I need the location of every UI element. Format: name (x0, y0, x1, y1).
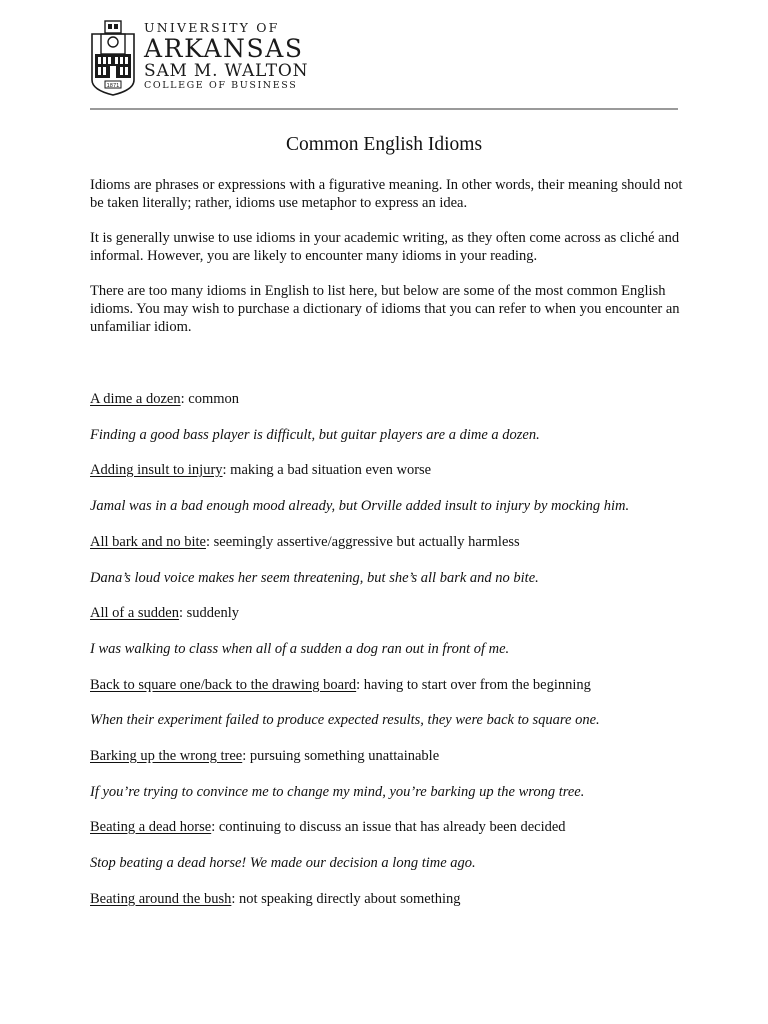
idiom-meaning: : having to start over from the beginning (356, 677, 591, 693)
idiom-meaning: : seemingly assertive/aggressive but actually harmless (205, 534, 520, 550)
idiom-meaning: : common (180, 391, 240, 407)
header (90, 18, 680, 98)
idiom-definition (90, 604, 690, 622)
idiom-term: Barking up the wrong tree (90, 748, 243, 764)
old-main-building-icon (90, 20, 136, 96)
svg-text:1871: 1871 (106, 83, 120, 89)
header-divider (90, 108, 678, 110)
idiom-example: Finding a good bass player is difficult, but guitar players are a dime a dozen. (90, 427, 540, 443)
idiom-definition (90, 676, 690, 694)
university-wordmark (144, 22, 308, 90)
idiom-example: I was walking to class when all of a sudden a dog ran out in front of me. (90, 641, 510, 657)
page-title: Common English Idioms (285, 134, 483, 155)
intro-paragraph: There are too many idioms in English to list here, but below are some of the most common English idioms. You may wish to purchase a dictionary of idioms that you can refer to when you encounter an unfamiliar idiom. (90, 283, 680, 335)
idiom-definition (90, 461, 690, 479)
idiom-meaning: : continuing to discuss an issue that has already been decided (211, 819, 566, 835)
idiom-definition (90, 890, 690, 908)
idiom-term: Beating a dead horse (90, 819, 212, 835)
idiom-meaning: : pursuing something unattainable (242, 748, 440, 764)
idiom-meaning: : making a bad situation even worse (222, 462, 432, 478)
idiom-meaning: : not speaking directly about something (231, 891, 461, 907)
logo-line-university-of: UNIVERSITY OF (144, 20, 280, 35)
intro-paragraph: It is generally unwise to use idioms in your academic writing, as they often come across as cliché and informal. However, you are likely to encounter many idioms in your reading. (90, 230, 680, 264)
logo-line-sam-m-walton: SAM M. WALTON (144, 60, 309, 81)
intro-section (90, 176, 690, 353)
idiom-example: Jamal was in a bad enough mood already, but Orville added insult to injury by mocking him. (90, 498, 630, 514)
idiom-term: A dime a dozen (90, 391, 181, 407)
logo-line-arkansas: ARKANSAS (144, 33, 304, 63)
idiom-term: Adding insult to injury (90, 462, 223, 478)
idiom-example: When their experiment failed to produce expected results, they were back to square one. (90, 712, 600, 728)
logo-line-college-of-business: COLLEGE OF BUSINESS (144, 79, 298, 91)
idiom-definition (90, 818, 690, 836)
idiom-example: Stop beating a dead horse! We made our decision a long time ago. (90, 855, 476, 871)
idiom-example: If you’re trying to convince me to change my mind, you’re barking up the wrong tree. (90, 784, 585, 800)
idiom-term: All of a sudden (90, 605, 179, 621)
idiom-term: Beating around the bush (90, 891, 232, 907)
idiom-definition (90, 390, 690, 408)
idiom-term: Back to square one/back to the drawing board (90, 677, 357, 693)
intro-paragraph: Idioms are phrases or expressions with a figurative meaning. In other words, their meaning should not be taken literally; rather, idioms use metaphor to express an idea. (90, 177, 683, 211)
idiom-example: Dana’s loud voice makes her seem threatening, but she’s all bark and no bite. (90, 570, 539, 586)
idiom-definition (90, 533, 690, 551)
idiom-term: All bark and no bite (90, 534, 206, 550)
idiom-definition (90, 747, 690, 765)
idiom-meaning: : suddenly (179, 605, 240, 621)
